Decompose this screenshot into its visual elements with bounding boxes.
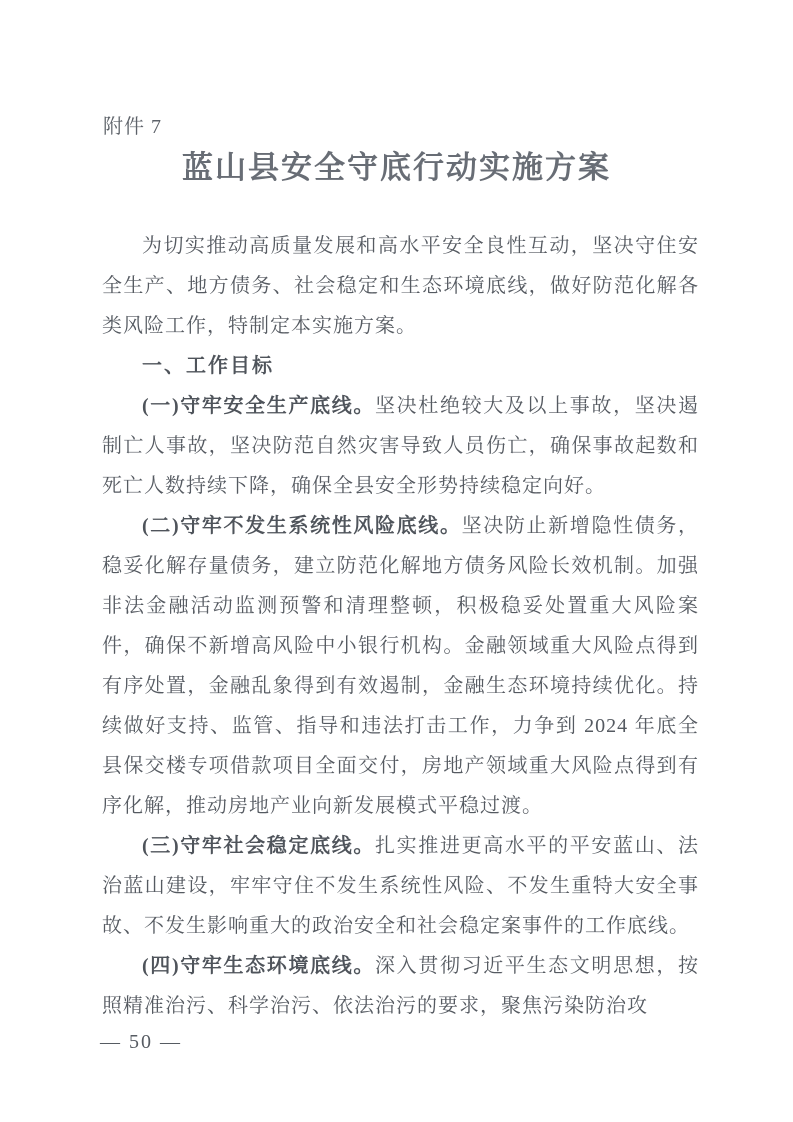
item-text-1: 坚决杜绝较大及以上事故，坚决遏制亡人事故，坚决防范自然灾害导致人员伤亡，确保事故起数和死亡人数持续下降，确保全县安全形势持续稳定向好。 — [102, 395, 699, 497]
intro-paragraph: 为切实推动高质量发展和高水平安全良性互动，坚决守住安全生产、地方债务、社会稳定和生态环境底线，做好防范化解各类风险工作，特制定本实施方案。 — [102, 235, 699, 337]
page-number: — 50 — — [100, 1031, 182, 1053]
section-heading-work-goals: 一、工作目标 — [142, 355, 274, 377]
item-lead-1: (一)守牢安全生产底线。 — [142, 395, 376, 417]
item-text-2: 坚决防止新增隐性债务，稳妥化解存量债务，建立防范化解地方债务风险长效机制。加强非法金融活动监测预警和清理整顿，积极稳妥处置重大风险案件，确保不新增高风险中小银行机构。金融领域重大风险点得到有序处置，金融乱象得到有效遏制，金融生态环境持续优化。持续做好支持、监管、指导和违法打击工作，力争到 2024 年底全县保交楼专项借款项目全面交付，房地产领域重大风险点得到有序化解，推动房地产业向新发展模式平稳过渡。 — [102, 515, 700, 817]
attachment-label: 附件 7 — [103, 116, 162, 138]
document-body — [102, 226, 699, 1026]
item-paragraph-3 — [102, 826, 699, 946]
item-lead-4: (四)守牢生态环境底线。 — [142, 955, 376, 977]
item-paragraph-2 — [102, 506, 699, 826]
item-paragraph-4 — [102, 946, 699, 1026]
document-title: 蓝山县安全守底行动实施方案 — [182, 150, 611, 185]
item-paragraph-1 — [102, 386, 699, 506]
item-text-4: 深入贯彻习近平生态文明思想，按照精准治污、科学治污、依法治污的要求，聚焦污染防治攻 — [102, 955, 699, 1017]
item-lead-2: (二)守牢不发生系统性风险底线。 — [142, 515, 462, 537]
item-text-3: 扎实推进更高水平的平安蓝山、法治蓝山建设，牢牢守住不发生系统性风险、不发生重特大安全事故、不发生影响重大的政治安全和社会稳定案事件的工作底线。 — [102, 835, 699, 937]
item-lead-3: (三)守牢社会稳定底线。 — [142, 835, 376, 857]
